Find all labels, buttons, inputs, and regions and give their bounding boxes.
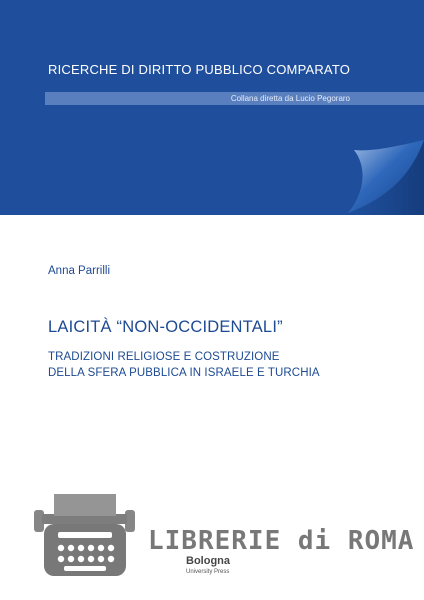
book-title: LAICITÀ “NON-OCCIDENTALI” <box>48 318 283 336</box>
typewriter-icon <box>28 490 143 580</box>
series-editor-bar <box>45 92 424 105</box>
series-editor: Collana diretta da Lucio Pegoraro <box>230 94 350 103</box>
subtitle-line-2: DELLA SFERA PUBBLICA IN ISRAELE E TURCHIA <box>48 367 320 379</box>
book-subtitle <box>48 349 320 381</box>
cover-header-band <box>0 0 424 215</box>
watermark-brand: LIBRERIE di ROMA <box>148 526 415 556</box>
author-name: Anna Parrilli <box>48 265 110 277</box>
subtitle-line-1: TRADIZIONI RELIGIOSE E COSTRUZIONE <box>48 351 280 363</box>
publisher-city: Bologna <box>186 555 230 567</box>
watermark <box>28 490 415 585</box>
series-title: RICERCHE DI DIRITTO PUBBLICO COMPARATO <box>48 62 351 77</box>
page-curl-graphic <box>0 0 424 215</box>
publisher-press: University Press <box>186 569 230 575</box>
